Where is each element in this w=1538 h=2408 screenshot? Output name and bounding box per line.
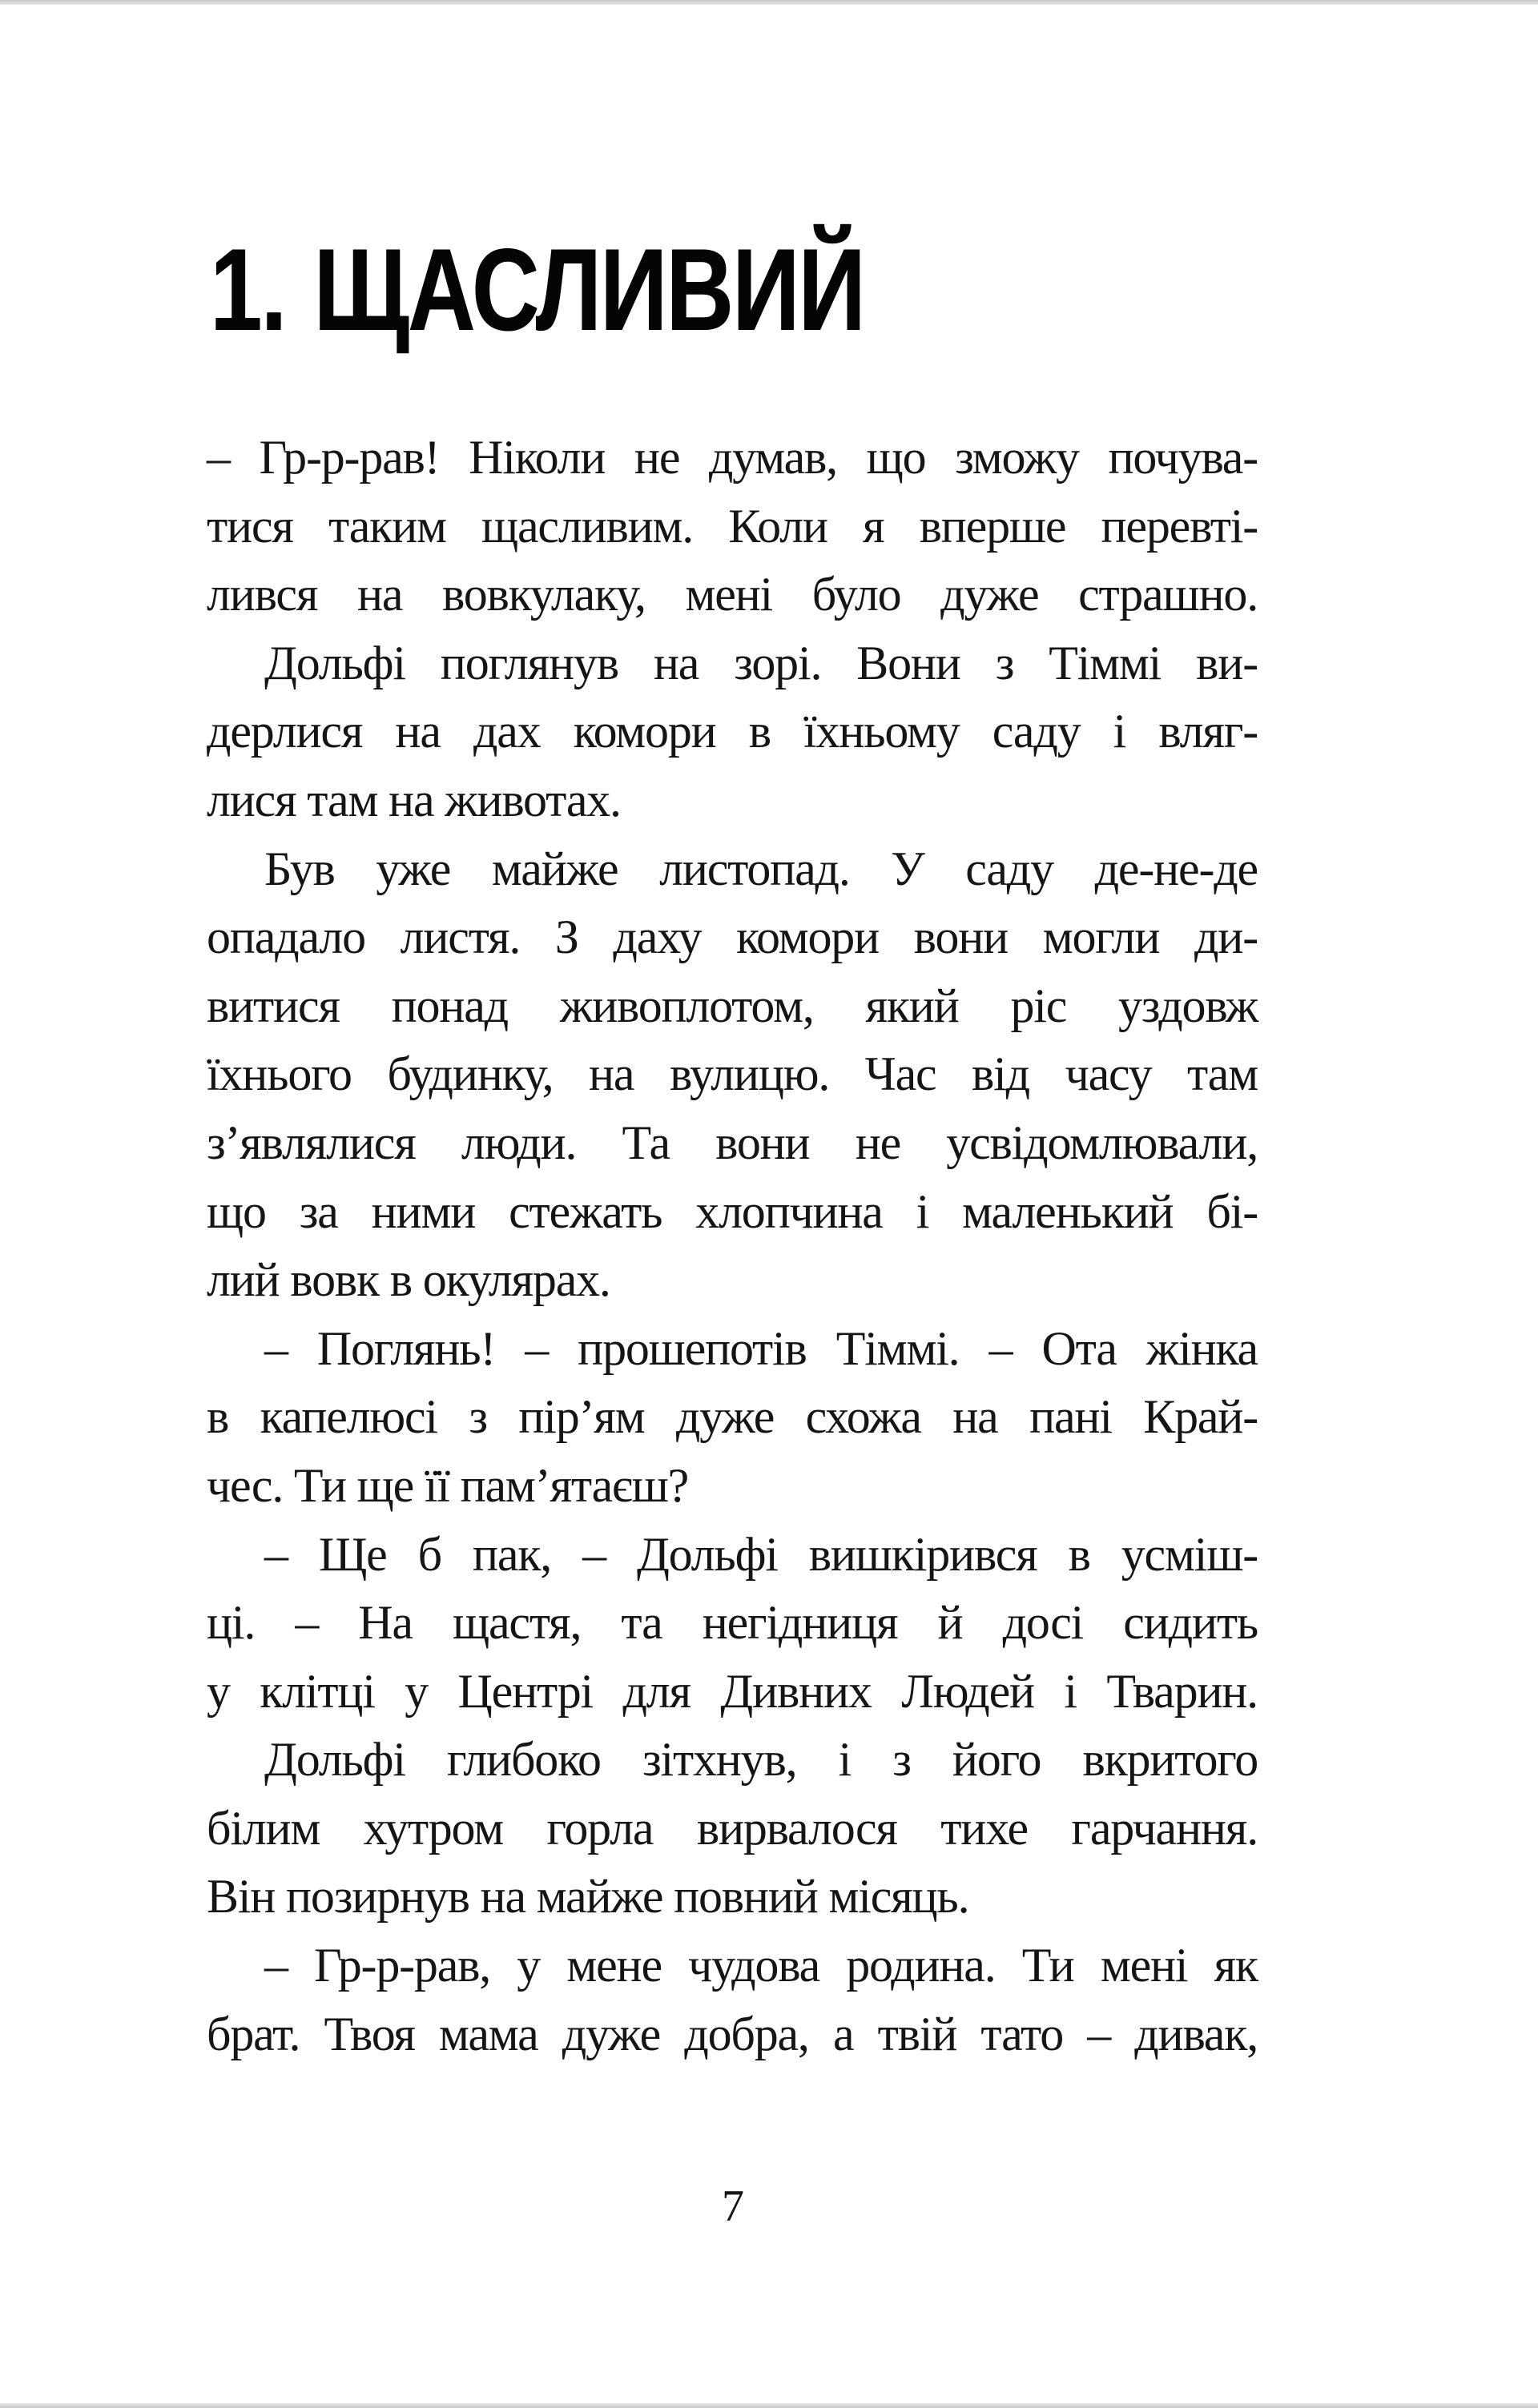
chapter-title [210,226,864,354]
text-line: Він позирнув на майже повний місяць. [207,1870,969,1924]
text-line: лився на вовкулаку, мені було дуже страшно. [207,568,1258,621]
text-line: – Гр-р-рав, у мене чудова родина. Ти мені як [264,1939,1258,1992]
text-line: Дольфі поглянув на зорі. Вони з Тіммі ви- [264,636,1258,689]
text-line: витися понад живоплотом, який ріс уздовж [207,979,1258,1032]
text-line: лий вовк в окулярах. [207,1253,610,1307]
text-line: – Ще б пак, – Дольфі вишкірився в усміш- [264,1527,1258,1581]
text-line: що за ними стежать хлопчина і маленький бі- [207,1184,1258,1238]
text-line: дерлися на дах комори в їхньому саду і вляг- [207,705,1258,758]
text-line: лися там на животах. [207,773,621,826]
text-line: ці. – На щастя, та негідниця й досі сидить [207,1596,1258,1650]
text-line: тися таким щасливим. Коли я вперше перевті- [207,499,1258,553]
text-line: – Гр-р-рав! Ніколи не думав, що зможу почува- [207,431,1258,484]
page-bottom-edge [0,2403,1538,2408]
text-line: Був уже майже листопад. У саду де-не-де [264,842,1258,895]
text-line: чес. Ти ще її пам’ятаєш? [207,1458,689,1512]
chapter-number: 1. [210,224,286,355]
text-line: – Поглянь! – прошепотів Тіммі. – Ота жінка [264,1321,1258,1375]
text-line: їхнього будинку, на вулицю. Час від часу там [207,1047,1258,1101]
text-line: Дольфі глибоко зітхнув, і з його вкритого [264,1733,1258,1787]
chapter-title-text: ЩАСЛИВИЙ [313,224,864,355]
text-line: опадало листя. З даху комори вони могли ди- [207,911,1258,964]
text-line: з’являлися люди. Та вони не усвідомлювали, [207,1116,1258,1169]
text-line: білим хутром горла вирвалося тихе гарчання. [207,1801,1258,1855]
chapter-body [207,424,1258,2068]
page-number: 7 [722,2181,744,2231]
text-line: у клітці у Центрі для Дивних Людей і Тварин. [207,1664,1258,1718]
text-line: брат. Твоя мама дуже добра, а твій тато – дивак, [207,2007,1258,2060]
text-line: в капелюсі з пір’ям дуже схожа на пані Край- [207,1390,1258,1444]
